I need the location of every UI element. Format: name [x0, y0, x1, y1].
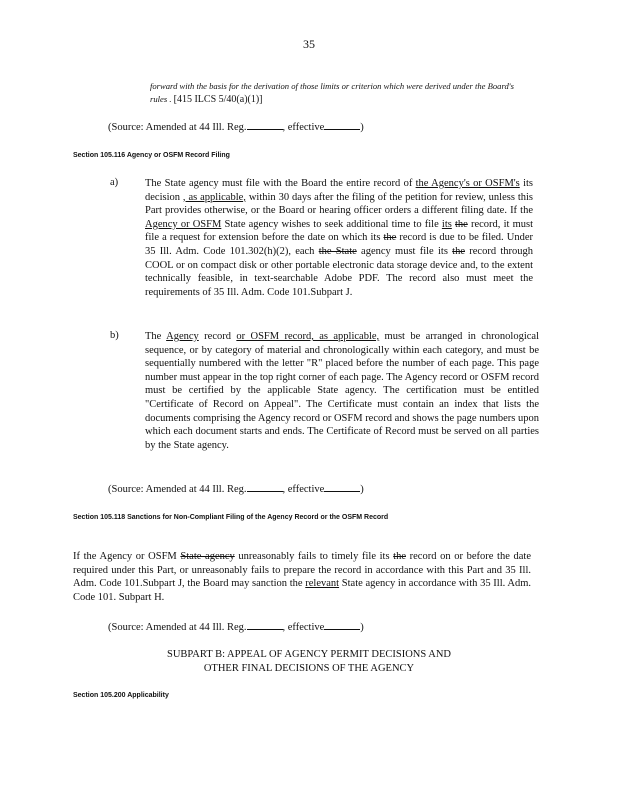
source-prefix: (Source: Amended at 44 Ill. Reg. — [108, 622, 247, 633]
inserted-text: its — [441, 218, 452, 230]
source-suffix: ) — [360, 622, 364, 633]
deleted-text: the — [383, 232, 397, 244]
text-run: record through COOL or on compact disk or other portable electronic data storage device and, to the extent technically feasible, in text-searchable Adobe PDF. The record also must meet the requirements of 35 Ill. Adm. Code 101.Subpart J. — [145, 245, 533, 298]
statutory-quote — [150, 80, 528, 106]
quote-citation: [415 ILCS 5/40(a)(1)] — [173, 94, 263, 105]
source-middle: , effective — [282, 622, 325, 633]
text-run: agency must file its — [356, 245, 453, 257]
text-run: unreasonably fails to timely file its — [234, 551, 394, 562]
subsection-label-b: b) — [110, 330, 119, 341]
text-run: within 30 days after the filing of the petition for review, unless this Part provides otherwise, or the Board or hearing officer orders a different filing date. If the — [145, 191, 534, 217]
deleted-text: the — [452, 245, 465, 257]
source-note — [108, 120, 364, 133]
subpart-heading-line: SUBPART B: APPEAL OF AGENCY PERMIT DECISIONS AND — [166, 649, 451, 660]
section-118-text — [73, 550, 531, 604]
text-run: If the Agency or OSFM — [73, 551, 181, 562]
inserted-text: Agency or OSFM — [145, 218, 222, 230]
reg-blank — [247, 482, 283, 492]
deleted-text: the — [455, 218, 468, 230]
subpart-heading — [0, 648, 618, 676]
inserted-text: Agency — [166, 331, 199, 342]
page-number: 35 — [303, 37, 315, 51]
source-suffix: ) — [360, 484, 364, 495]
source-middle: , effective — [282, 122, 325, 133]
deleted-text: the — [393, 551, 406, 562]
text-run: record, it must file a request for extension before the date on which its — [145, 218, 534, 244]
inserted-text: relevant — [305, 578, 340, 590]
text-run: The — [145, 331, 167, 342]
section-heading: Section 105.200 Applicability — [73, 692, 169, 699]
inserted-text: the Agency's or OSFM's — [415, 178, 520, 189]
subpart-heading-line: OTHER FINAL DECISIONS OF THE AGENCY — [203, 663, 415, 674]
subsection-a-text — [145, 177, 533, 299]
section-heading: Section 105.116 Agency or OSFM Record Filing — [73, 152, 230, 159]
source-note — [108, 620, 364, 633]
subsection-label-a: a) — [110, 177, 119, 188]
text-run: record — [198, 331, 237, 342]
deleted-text: the State — [318, 245, 357, 257]
text-run: record on or before the date required under this Part, or unreasonably fails to prepare the record in accordance with this Part and 35 Ill. Adm. Code 101.Subpart J, the Board may sanction the — [73, 551, 531, 590]
effective-blank — [324, 620, 360, 630]
source-suffix: ) — [360, 122, 364, 133]
source-middle: , effective — [282, 484, 325, 495]
text-run: State agency wishes to seek additional time to file — [221, 218, 442, 230]
text-run: its decision — [145, 178, 533, 203]
text-run: State agency in accordance with 35 Ill. Adm. Code 101. Subpart H. — [73, 578, 531, 603]
source-prefix: (Source: Amended at 44 Ill. Reg. — [108, 122, 247, 133]
source-note — [108, 482, 364, 495]
text-run: record is due to be filed. Under 35 Ill. Adm. Code 101.302(h)(2), each — [145, 232, 533, 257]
deleted-text: State agency — [180, 551, 235, 562]
inserted-text: , as applicable, — [182, 191, 246, 203]
effective-blank — [324, 120, 360, 130]
subsection-b-text — [145, 330, 539, 452]
text-run: The State agency must file with the Board the entire record of — [145, 178, 416, 189]
reg-blank — [247, 620, 283, 630]
reg-blank — [247, 120, 283, 130]
quote-text: forward with the basis for the derivation of those limits or criterion which were derived under the Board's rules . — [150, 81, 514, 104]
source-prefix: (Source: Amended at 44 Ill. Reg. — [108, 484, 247, 495]
effective-blank — [324, 482, 360, 492]
text-run: must be arranged in chronological sequence, or by category of material and chronologically within each category, and must be sequentially numbered with the letter "R" placed before the number of each page. This page number must appear in the top right corner of each page. The Agency record or OSFM record must be certified by the applicable State agency. The certification must be entitled "Certificate of Record on Appeal". The Certificate must contain an index that lists the documents comprising the Agency record or OSFM record and shows the page numbers upon which each document starts and ends. The Certificate of Record must be served on all parties by the State agency. — [145, 331, 539, 451]
inserted-text: or OSFM record, as applicable, — [236, 331, 380, 342]
section-heading: Section 105.118 Sanctions for Non-Compliant Filing of the Agency Record or the OSFM Record — [73, 514, 389, 521]
